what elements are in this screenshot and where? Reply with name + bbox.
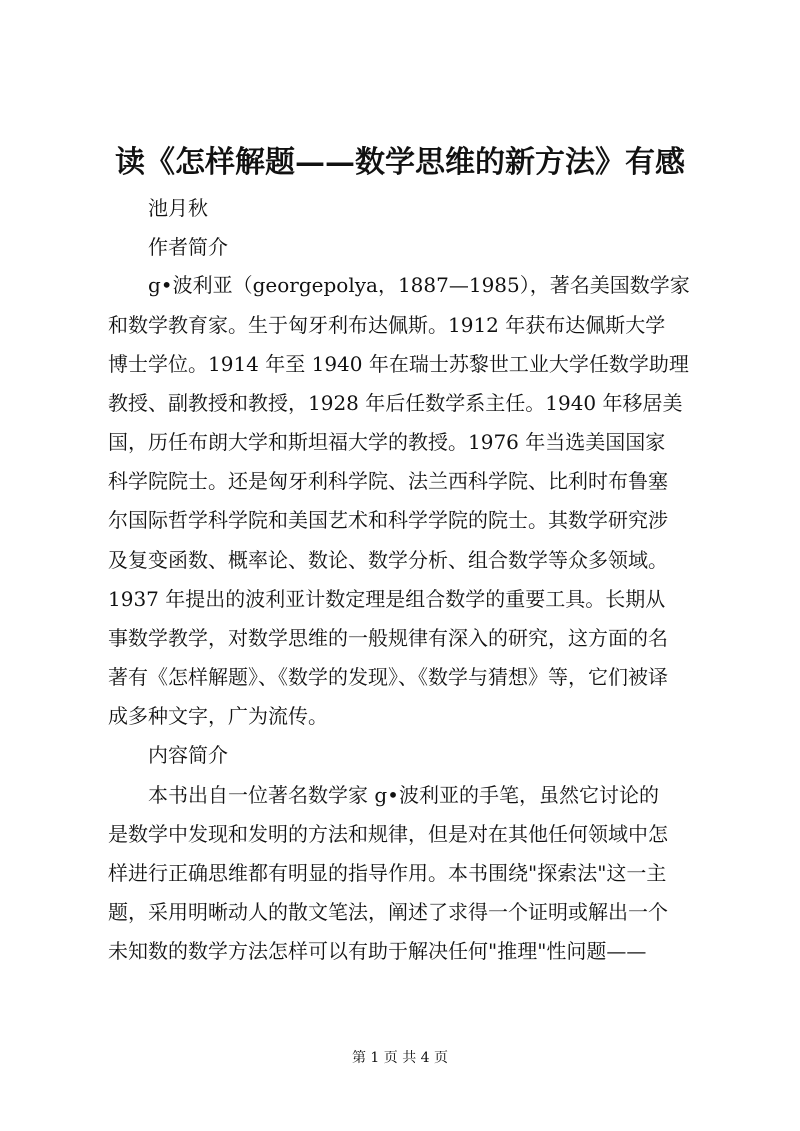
paragraph-line: 科学院院士。还是匈牙利科学院、法兰西科学院、比利时布鲁塞 (108, 469, 668, 493)
author-name: 池月秋 (148, 196, 208, 220)
paragraph-line: 博士学位。1914 年至 1940 年在瑞士苏黎世工业大学任数学助理 (108, 352, 689, 376)
paragraph-line: 题，采用明晰动人的散文笔法，阐述了求得一个证明或解出一个 (108, 900, 668, 924)
paragraph-line: 成多种文字，广为流传。 (108, 704, 328, 728)
section-heading-author-intro: 作者简介 (148, 235, 228, 259)
paragraph-line: 未知数的数学方法怎样可以有助于解决任何"推理"性问题—— (108, 939, 647, 963)
paragraph-line: 样进行正确思维都有明显的指导作用。本书围绕"探索法"这一主 (108, 861, 667, 885)
document-title: 读《怎样解题——数学思维的新方法》有感 (115, 145, 685, 180)
paragraph-line: 及复变函数、概率论、数论、数学分析、组合数学等众多领域。 (108, 548, 668, 572)
paragraph-line: 事数学教学，对数学思维的一般规律有深入的研究，这方面的名 (108, 626, 668, 650)
paragraph-line: 著有《怎样解题》、《数学的发现》、《数学与猜想》等，它们被译 (108, 665, 668, 689)
section-heading-content-intro: 内容简介 (148, 743, 228, 767)
paragraph-line: 本书出自一位著名数学家 g•波利亚的手笔，虽然它讨论的 (148, 783, 659, 807)
paragraph-line: 国，历任布朗大学和斯坦福大学的教授。1976 年当选美国国家 (108, 430, 666, 454)
paragraph-line: 教授、副教授和教授，1928 年后任数学系主任。1940 年移居美 (108, 391, 683, 415)
paragraph-line: 尔国际哲学科学院和美国艺术和科学学院的院士。其数学研究涉 (108, 508, 668, 532)
paragraph-line: 和数学教育家。生于匈牙利布达佩斯。1912 年获布达佩斯大学 (108, 313, 666, 337)
page-footer: 第 1 页 共 4 页 (351, 1050, 449, 1066)
paragraph-line: g•波利亚（georgepolya，1887—1985），著名美国数学家 (148, 273, 690, 297)
paragraph-line: 1937 年提出的波利亚计数定理是组合数学的重要工具。长期从 (108, 587, 666, 611)
paragraph-line: 是数学中发现和发明的方法和规律，但是对在其他任何领域中怎 (108, 822, 668, 846)
